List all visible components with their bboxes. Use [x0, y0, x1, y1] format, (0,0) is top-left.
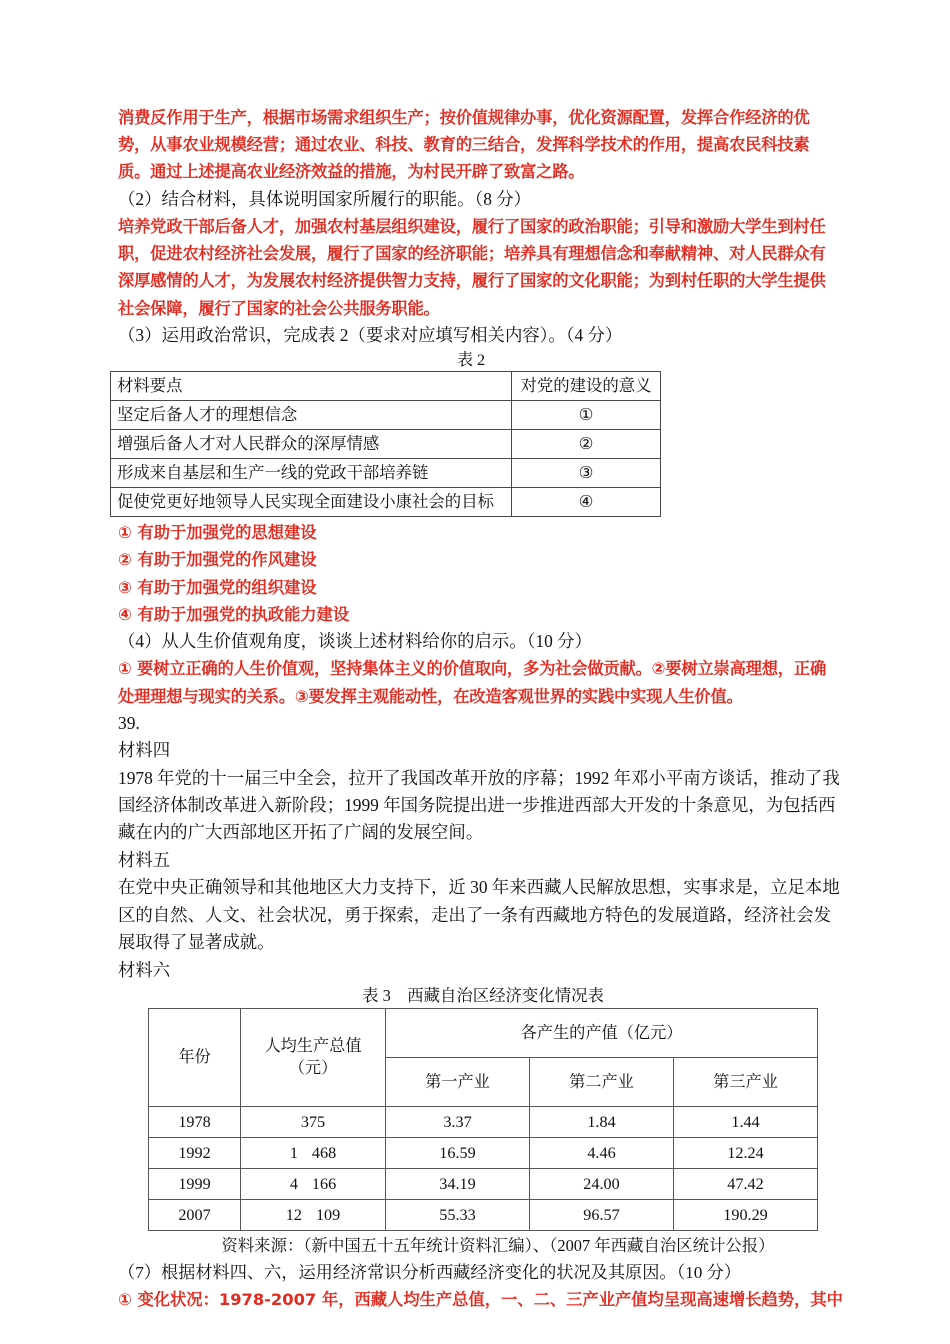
table-3-cell-year: 1999: [149, 1168, 241, 1199]
table-3-cell-primary: 3.37: [386, 1106, 530, 1137]
table-row-header: [149, 1008, 818, 1057]
answer-paragraph-1: 消费反作用于生产，根据市场需求组织生产；按价值规律办事，优化资源配置，发挥合作经济的优势，从事农业规模经营；通过农业、科技、教育的三结合，发挥科学技术的作用，提高农民科技素质。通过上述提高农业经济效益的措施，为村民开辟了致富之路。: [118, 108, 810, 182]
table-2-cell-point: 形成来自基层和生产一线的党政干部培养链: [111, 459, 512, 488]
table-3-header-gdp: [241, 1008, 386, 1106]
material-5-label: 材料五: [118, 849, 171, 870]
table-2-cell-point: 促使党更好地领导人民实现全面建设小康社会的目标: [111, 488, 512, 517]
table-3-cell-secondary: 24.00: [530, 1168, 674, 1199]
answer-3-item-1: ① 有助于加强党的思想建设: [118, 523, 317, 543]
table-row: [149, 1106, 818, 1137]
table-3-cell-tertiary: 47.42: [674, 1168, 818, 1199]
table-3-cell-year: 1992: [149, 1137, 241, 1168]
table-3-cell-gdp: 375: [241, 1106, 386, 1137]
answer-paragraph-2: 培养党政干部后备人才，加强农村基层组织建设，履行了国家的政治职能；引导和激励大学生到村任职，促进农村经济社会发展，履行了国家的经济职能；培养具有理想信念和奉献精神、对人民群众有深厚感情的人才，为发展农村经济提供智力支持，履行了国家的文化职能；为到村任职的大学生提供社会保障，履行了国家的社会公共服务职能。: [118, 217, 826, 318]
table-3-subheader-secondary: 第二产业: [530, 1057, 674, 1106]
item-number-39: 39.: [118, 712, 140, 733]
gdp-remainder: 166: [311, 1174, 337, 1193]
table-row-header: [111, 372, 661, 401]
table-3-subheader-primary: 第一产业: [386, 1057, 530, 1106]
question-4: （4）从人生价值观角度，谈谈上述材料给你的启示。（10 分）: [118, 631, 592, 652]
table-2-cell-point: 增强后备人才对人民群众的深厚情感: [111, 430, 512, 459]
table-3-cell-secondary: 1.84: [530, 1106, 674, 1137]
material-6-label: 材料六: [118, 959, 171, 980]
table-2-cell-answer: ①: [512, 401, 661, 430]
table-3-caption: 表 3 西藏自治区经济变化情况表: [362, 985, 604, 1005]
table-3-cell-year: 2007: [149, 1199, 241, 1230]
page-content: [117, 104, 843, 1313]
table-3-cell-primary: 34.19: [386, 1168, 530, 1199]
question-3: （3）运用政治常识，完成表 2（要求对应填写相关内容）。（4 分）: [118, 324, 623, 345]
table-3-header-group: 各产生的产值（亿元）: [386, 1008, 818, 1057]
table-3-cell-primary: 55.33: [386, 1199, 530, 1230]
table-3-header-year: 年份: [149, 1008, 241, 1106]
table-3-source: 资料来源：（新中国五十五年统计资料汇编）、（2007 年西藏自治区统计公报）: [221, 1235, 775, 1255]
table-row: [149, 1168, 818, 1199]
table-3-cell-secondary: 96.57: [530, 1199, 674, 1230]
table-2: [110, 371, 661, 517]
table-3-cell-gdp: [241, 1137, 386, 1168]
table-3-tibet-economy: [148, 1008, 818, 1231]
table-2-cell-point: 坚定后备人才的理想信念: [111, 401, 512, 430]
gdp-thousands: 1: [289, 1143, 298, 1162]
table-2-cell-answer: ③: [512, 459, 661, 488]
table-3-cell-year: 1978: [149, 1106, 241, 1137]
table-row: [111, 488, 661, 517]
table-2-cell-answer: ④: [512, 488, 661, 517]
table-3-cell-tertiary: 1.44: [674, 1106, 818, 1137]
table-row: [149, 1137, 818, 1168]
table-3-header-gdp-line2: （元）: [288, 1059, 338, 1078]
table-row: [111, 401, 661, 430]
table-row: [149, 1199, 818, 1230]
question-7: （7）根据材料四、六，运用经济常识分析西藏经济变化的状况及其原因。（10 分）: [118, 1262, 742, 1282]
material-4-label: 材料四: [118, 740, 171, 761]
table-3-cell-gdp: [241, 1199, 386, 1230]
table-3-cell-gdp: [241, 1168, 386, 1199]
table-2-caption: 表 2: [456, 351, 486, 370]
question-2: （2）结合材料，具体说明国家所履行的职能。（8 分）: [118, 188, 532, 209]
answer-3-item-4: ④ 有助于加强党的执政能力建设: [118, 604, 350, 624]
table-3-subheader-tertiary: 第三产业: [674, 1057, 818, 1106]
answer-paragraph-7: ① 变化状况：1978-2007 年，西藏人均生产总值，一、二、三产业产值均呈现高速增长趋势，其中: [118, 1289, 843, 1309]
table-2-header-meaning: 对党的建设的意义: [512, 372, 661, 401]
table-3-cell-secondary: 4.46: [530, 1137, 674, 1168]
table-row: [111, 459, 661, 488]
gdp-thousands: 12: [285, 1205, 302, 1224]
material-4-text: 1978 年党的十一届三中全会，拉开了我国改革开放的序幕；1992 年邓小平南方谈话，推动了我国经济体制改革进入新阶段；1999 年国务院提出进一步推进西部大开发的十条意见，为包括西藏在内的广大西部地区开拓了广阔的发展空间。: [118, 767, 840, 843]
table-row: [111, 430, 661, 459]
table-2-header-points: 材料要点: [111, 372, 512, 401]
answer-3-item-2: ② 有助于加强党的作风建设: [118, 550, 317, 570]
table-3-header-gdp-line1: 人均生产总值: [264, 1037, 362, 1056]
answer-3-item-3: ③ 有助于加强党的组织建设: [118, 577, 317, 597]
table-2-cell-answer: ②: [512, 430, 661, 459]
table-3-cell-tertiary: 12.24: [674, 1137, 818, 1168]
gdp-remainder: 109: [315, 1205, 341, 1224]
table-3-cell-primary: 16.59: [386, 1137, 530, 1168]
answer-paragraph-4: ① 要树立正确的人生价值观，坚持集体主义的价值取向，多为社会做贡献。②要树立崇高理想，正确处理理想与现实的关系。③要发挥主观能动性，在改造客观世界的实践中实现人生价值。: [118, 659, 827, 706]
gdp-remainder: 468: [311, 1143, 337, 1162]
material-5-text: 在党中央正确领导和其他地区大力支持下，近 30 年来西藏人民解放思想，实事求是，立足本地区的自然、人文、社会状况，勇于探索，走出了一条有西藏地方特色的发展道路，经济社会发展取得了显著成就。: [118, 877, 840, 953]
table-3-cell-tertiary: 190.29: [674, 1199, 818, 1230]
gdp-thousands: 4: [289, 1174, 298, 1193]
